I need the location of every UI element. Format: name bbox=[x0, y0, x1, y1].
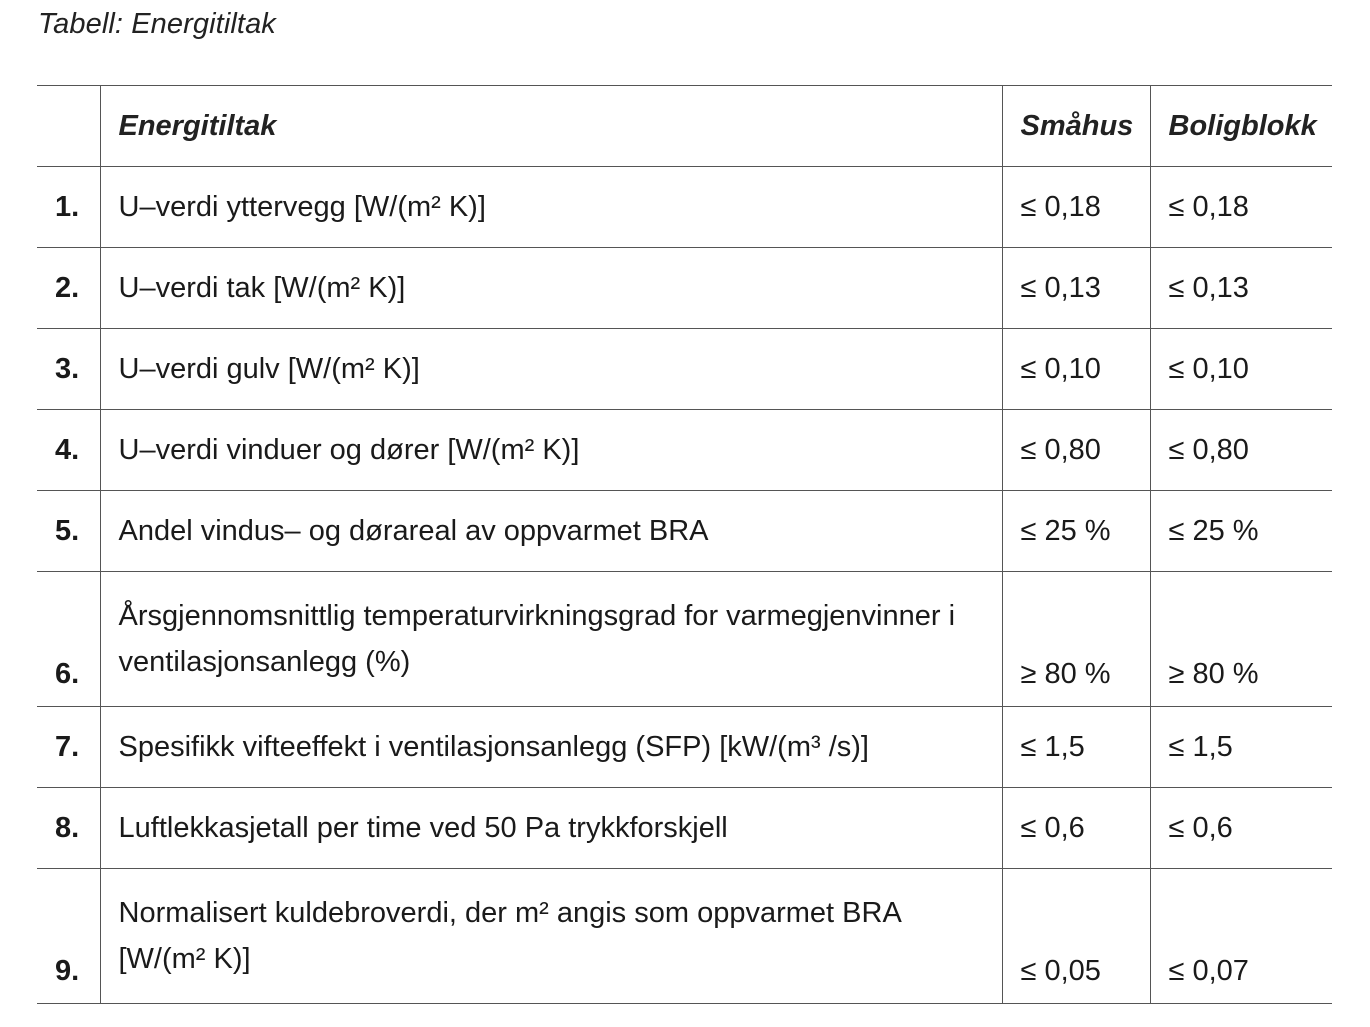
row-measure: Normalisert kuldebroverdi, der m² angis som oppvarmet BRA [W/(m² K)] bbox=[100, 869, 1002, 1004]
table-row bbox=[37, 869, 1332, 1004]
table-row bbox=[37, 491, 1332, 572]
row-number: 3. bbox=[37, 329, 100, 410]
row-small-house-value: ≤ 0,6 bbox=[1002, 788, 1150, 869]
row-apartment-block-value: ≤ 0,13 bbox=[1150, 248, 1332, 329]
row-number: 1. bbox=[37, 167, 100, 248]
header-apartment-block: Boligblokk bbox=[1150, 86, 1332, 167]
row-apartment-block-value: ≤ 0,80 bbox=[1150, 410, 1332, 491]
table-row bbox=[37, 788, 1332, 869]
row-number: 4. bbox=[37, 410, 100, 491]
row-small-house-value: ≤ 0,13 bbox=[1002, 248, 1150, 329]
table-row bbox=[37, 410, 1332, 491]
row-apartment-block-value: ≤ 1,5 bbox=[1150, 707, 1332, 788]
row-small-house-value: ≤ 0,10 bbox=[1002, 329, 1150, 410]
table-caption: Tabell: Energitiltak bbox=[38, 8, 276, 40]
row-measure: Spesifikk vifteeffekt i ventilasjonsanlegg (SFP) [kW/(m³ /s)] bbox=[100, 707, 1002, 788]
row-number: 2. bbox=[37, 248, 100, 329]
row-measure: U–verdi vinduer og dører [W/(m² K)] bbox=[100, 410, 1002, 491]
row-small-house-value: ≤ 0,80 bbox=[1002, 410, 1150, 491]
row-measure: U–verdi yttervegg [W/(m² K)] bbox=[100, 167, 1002, 248]
row-apartment-block-value: ≤ 25 % bbox=[1150, 491, 1332, 572]
table-row bbox=[37, 329, 1332, 410]
row-number: 9. bbox=[37, 869, 100, 1004]
row-apartment-block-value: ≤ 0,07 bbox=[1150, 869, 1332, 1004]
row-measure: Luftlekkasjetall per time ved 50 Pa trykkforskjell bbox=[100, 788, 1002, 869]
row-apartment-block-value: ≤ 0,18 bbox=[1150, 167, 1332, 248]
row-small-house-value: ≥ 80 % bbox=[1002, 572, 1150, 707]
row-small-house-value: ≤ 0,18 bbox=[1002, 167, 1150, 248]
row-measure: U–verdi gulv [W/(m² K)] bbox=[100, 329, 1002, 410]
row-number: 8. bbox=[37, 788, 100, 869]
row-measure: Årsgjennomsnittlig temperaturvirkningsgrad for varmegjenvinner i ventilasjonsanlegg (%) bbox=[100, 572, 1002, 707]
row-apartment-block-value: ≤ 0,6 bbox=[1150, 788, 1332, 869]
row-apartment-block-value: ≥ 80 % bbox=[1150, 572, 1332, 707]
row-number: 6. bbox=[37, 572, 100, 707]
table-header-row bbox=[37, 86, 1332, 167]
row-number: 7. bbox=[37, 707, 100, 788]
row-apartment-block-value: ≤ 0,10 bbox=[1150, 329, 1332, 410]
row-small-house-value: ≤ 0,05 bbox=[1002, 869, 1150, 1004]
table-row bbox=[37, 707, 1332, 788]
table-row bbox=[37, 167, 1332, 248]
header-small-house: Småhus bbox=[1002, 86, 1150, 167]
row-small-house-value: ≤ 1,5 bbox=[1002, 707, 1150, 788]
row-measure: U–verdi tak [W/(m² K)] bbox=[100, 248, 1002, 329]
header-number bbox=[37, 86, 100, 167]
table-row bbox=[37, 248, 1332, 329]
row-small-house-value: ≤ 25 % bbox=[1002, 491, 1150, 572]
header-measure: Energitiltak bbox=[100, 86, 1002, 167]
row-measure: Andel vindus– og dørareal av oppvarmet BRA bbox=[100, 491, 1002, 572]
row-number: 5. bbox=[37, 491, 100, 572]
table-row bbox=[37, 572, 1332, 707]
energy-measures-table bbox=[37, 85, 1332, 1004]
